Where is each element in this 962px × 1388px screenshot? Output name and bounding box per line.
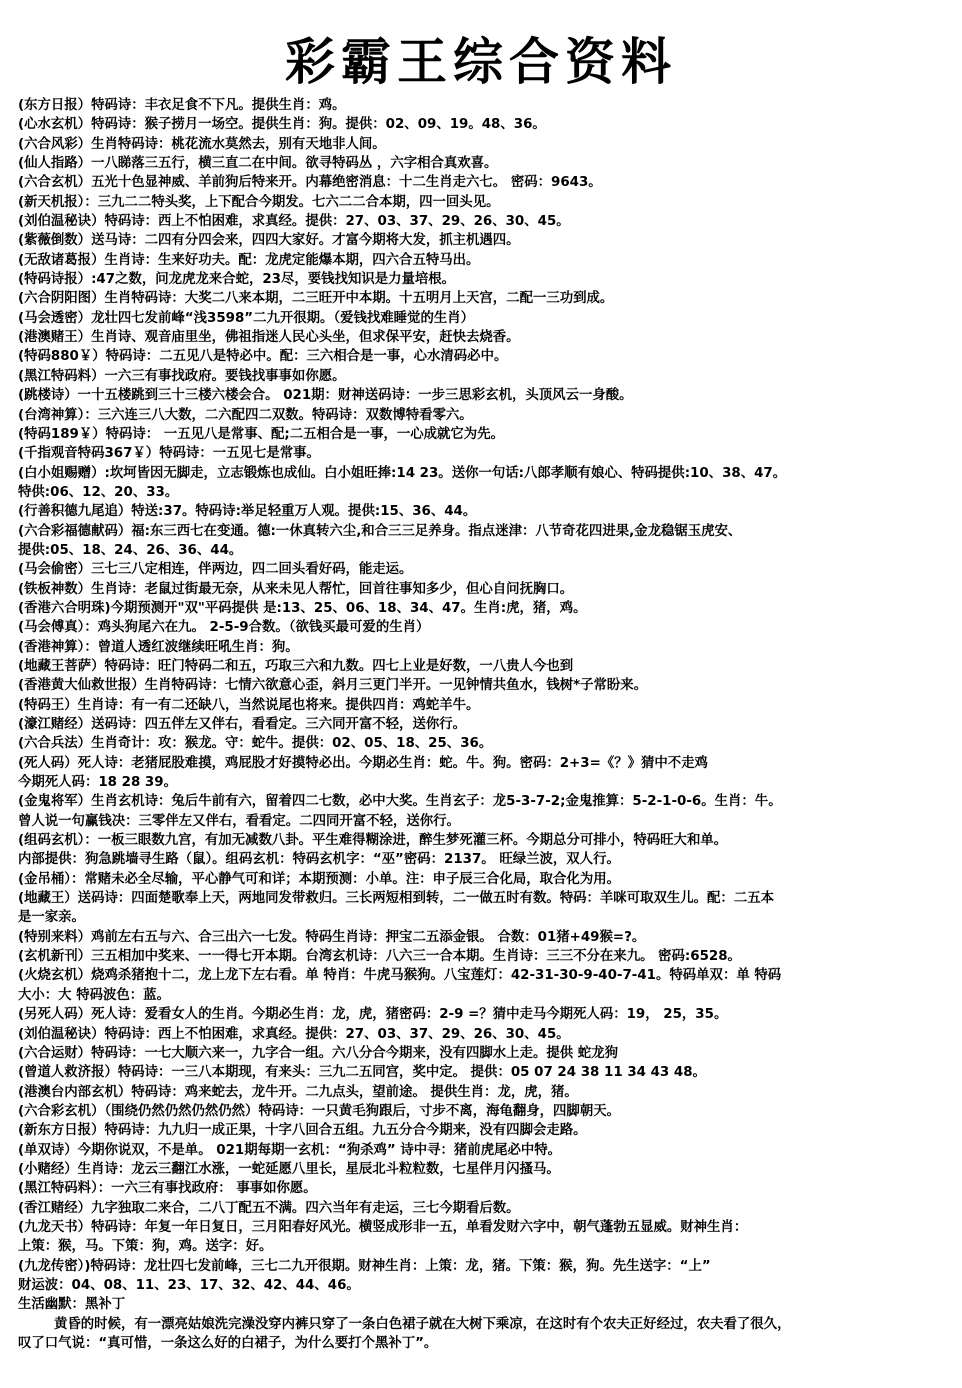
text-line: (新东方日报）特码诗：九九归一成正果，十字八回合五组。九五分合今期来，没有四脚会走路。 bbox=[18, 1123, 587, 1139]
text-line: (马会傅真）：鸡头狗尾六在九。 2-5-9合数。（欲钱买最可爱的生肖） bbox=[18, 620, 430, 636]
text-line: 曾人说一句赢钱决：三零伴左又伴右，看看定。二四同开富不轻，送你行。 bbox=[18, 813, 460, 829]
text-line: (六合运财）特码诗：一七大顺六来一，九字合一组。六八分合今期来，没有四脚水上走。提供 蛇龙狗 bbox=[18, 1045, 618, 1061]
text-line: (铁板神数）生肖诗：老鼠过街最无奈，从来未见人帮忙，回首往事知多少，但心自问抚胸口。 bbox=[18, 581, 574, 597]
text-line: (新天机报）：三九二二特头奖，上下配合今期发。七六二二合本期，四一回头见。 bbox=[18, 194, 500, 210]
text-line: (刘伯温秘诀）特码诗：西上不怕困难，求真经。提供：27、03、37、29、26、30、45。 bbox=[18, 214, 570, 230]
text-line: (地藏王）送码诗：四面楚歌奉上天，两地同发带救归。三长两短相到转，二一做五时有数。特码：羊咪可取双生儿。配：二五本 bbox=[18, 891, 774, 907]
text-line: (组码玄机）：一板三眼数九宫，有加无减数八卦。平生难得糊涂进，醉生梦死灌三杯。今期总分可排小，特码旺大和单。 bbox=[18, 833, 728, 849]
text-line: (黑江特码料）：一六三有事找政府： 事事如你愿。 bbox=[18, 1181, 317, 1197]
text-line: (港澳赌王）生肖诗、观音庙里坐，佛祖指迷人民心头坐，但求保平安，赶快去烧香。 bbox=[18, 330, 520, 346]
text-line: (六合彩玄机）（围绕仍然仍然仍然仍然）特码诗：一只黄毛狗跟后，寸步不离，海龟翻身，四脚朝天。 bbox=[18, 1103, 620, 1119]
text-line: (六合风彩）生肖特码诗：桃花流水莫然去，别有天地非人间。 bbox=[18, 136, 386, 152]
text-line: 内部提供：狗急跳墙寻生路（鼠）。组码玄机：特码玄机字：“巫”密码：2137。 旺绿兰波，双人行。 bbox=[18, 852, 620, 868]
text-line: (心水玄机）特码诗：猴子捞月一场空。提供生肖：狗。提供：02、09、19。48、36。 bbox=[18, 117, 546, 133]
text-line: (金吊桶）：常赌未必全尽输，平心静气可和详；本期预测：小单。注：申子辰三合化局，取合化为用。 bbox=[18, 871, 620, 887]
text-line: (单双诗）今期你说双，不是单。 021期每期一玄机：“狗杀鸡” 诗中寻：猪前虎尾必中特。 bbox=[18, 1142, 562, 1158]
text-line: (地藏王菩萨）特码诗：旺门特码二和五，巧取三六和九数。四七上业是好数，一八贵人今也到 bbox=[18, 658, 574, 674]
content-lines bbox=[18, 96, 948, 1353]
text-line: (香港神算）：曾道人透红波继续旺吼生肖：狗。 bbox=[18, 639, 299, 655]
text-line: (濠江赌经）送码诗：四五伴左又伴右，看看定。三六同开富不轻，送你行。 bbox=[18, 717, 467, 732]
text-line: 大小：大 特码波色：蓝。 bbox=[18, 987, 170, 1003]
text-line: (香港六合明珠)今期预测开"双"平码提供 是:13、25、06、18、34、47。生肖:虎，猪，鸡。 bbox=[18, 600, 587, 616]
text-line: (九龙传密）)特码诗：龙壮四七发前峰，三七二九开很期。财神生肖：上策：龙，猪。下策：猴，狗。先生送字：“上” bbox=[18, 1258, 711, 1274]
text-line: (港澳台内部玄机）特码诗：鸡来蛇去，龙牛开。二九点头，望前途。 提供生肖：龙，虎，猪。 bbox=[18, 1084, 578, 1100]
story-line-1: 黄昏的时候，有一漂亮姑娘洗完澡没穿内裤只穿了一条白色裙子就在大树下乘凉，在这时有个农夫正好经过，农夫看了很久， bbox=[54, 1316, 791, 1332]
text-line: (台湾神算）：三六连三八大数，二六配四二双数。特码诗：双数博特看零六。 bbox=[18, 407, 473, 423]
text-line: (跳楼诗）一十五楼跳到三十三楼六楼会合。 021期：财神送码诗：一步三思彩玄机，头顶风云一身酸。 bbox=[18, 388, 633, 404]
text-line: (六合彩福德献码）福:东三西七在变通。德:一休真转六尘,和合三三足养身。指点迷津：八节奇花四进果,金龙稳锯玉虎安、 bbox=[18, 523, 742, 539]
text-line: (香港黄大仙救世报）生肖特码诗：七情六欲意心歪，斜月三更门半开。一见钟情共鱼水，钱树*子常盼来。 bbox=[18, 678, 648, 694]
text-line: (玄机新刊）三五相加中奖来、一一得七开本期。台湾玄机诗：八六三一合本期。生肖诗：三三不分在来九。 密码:6528。 bbox=[18, 949, 741, 965]
text-line: (火烧玄机）烧鸡杀猪抱十二，龙上龙下左右看。单 特肖：牛虎马猴狗。八宝莲灯：42-31-30-9-40-7-41。特码单双：单 特码 bbox=[18, 968, 782, 984]
text-line: (死人码）死人诗：老猪屁股难摸，鸡屁股才好摸特必出。今期必生肖：蛇。牛。狗。密码：2+3=《？》猜中不走鸡 bbox=[18, 755, 708, 771]
text-line: 提供:05、18、24、26、36、44。 bbox=[18, 542, 243, 558]
text-line: 上策：猴，马。下策：狗，鸡。送字：好。 bbox=[18, 1239, 273, 1255]
text-line: (金鬼将军）生肖玄机诗：兔后牛前有六，留着四二七数，必中大奖。生肖玄子：龙5-3-7-2;金鬼推算：5-2-1-0-6。生肖：牛。 bbox=[18, 794, 782, 810]
text-line: (特码880￥）特码诗：二五见八是特必中。配：三六相合是一事，心水清码必中。 bbox=[18, 349, 508, 365]
text-line: (马会透密）龙壮四七发前峰“浅3598”二九开很期。（爱钱找难睡觉的生肖） bbox=[18, 310, 475, 326]
text-line: (刘伯温秘诀）特码诗：西上不怕困难，求真经。提供：27、03、37、29、26、30、45。 bbox=[18, 1026, 570, 1042]
text-line: (九龙天书）特码诗：年复一年日复日，三月阳春好风光。横竖成形非一五，单看发财六字中，朝气蓬勃五显威。财神生肖： bbox=[18, 1219, 748, 1235]
text-line: (千指观音特码367￥）特码诗：一五见七是常事。 bbox=[18, 446, 320, 462]
text-line: (另死人码）死人诗：爱看女人的生肖。今期必生肖：龙，虎，猪密码：2-9 =？猜中走马今期死人码：19， 25，35。 bbox=[18, 1007, 728, 1023]
text-line: 今期死人码：18 28 39。 bbox=[18, 775, 177, 791]
text-line: (特码王）生肖诗：有一有二还缺八，当然说尾也将来。提供四肖：鸡蛇羊牛。 bbox=[18, 697, 480, 713]
text-line: 生活幽默：黑补丁 bbox=[18, 1297, 126, 1313]
text-line: (小赌经）生肖诗：龙云三翻江水涨，一蛇延愿八里长，星辰北斗粒粒数，七星伴月闪搔马。 bbox=[18, 1161, 560, 1177]
text-line: (特别来料）鸡前左右五与六、合三出六一七发。特码生肖诗：押宝二五添金银。 合数：01猪+49猴=?。 bbox=[18, 929, 646, 945]
text-line: (香江赌经）九字独取二来合，二八丁配五不满。四六当年有走运，三七今期看后数。 bbox=[18, 1200, 520, 1216]
text-line: 特供:06、12、20、33。 bbox=[18, 484, 179, 500]
page-title: 彩霸王综合资料 bbox=[285, 32, 677, 91]
text-line: (行善积德九尾追）特送:37。特码诗:举足轻重万人观。提供:15、36、44。 bbox=[18, 504, 477, 520]
text-line: (东方日报）特码诗：丰衣足食不下凡。提供生肖：鸡。 bbox=[18, 98, 346, 113]
text-line: (仙人指路）一八睇落三五行，横三直二在中间。欲寻特码丛 ，六字相合真欢喜。 bbox=[18, 156, 498, 172]
text-line: (六合兵法）生肖奇计：攻：猴龙。守：蛇牛。提供：02、05、18、25、36。 bbox=[18, 736, 493, 752]
story-line-2: 叹了口气说：“真可惜，一条这么好的白裙子，为什么要打个黑补丁”。 bbox=[18, 1336, 438, 1351]
text-line: (曾道人救济报）特码诗：一三八本期现，有来头：三九二五同宫，奖中定。 提供：05 07 24 38 11 34 43 48。 bbox=[18, 1065, 706, 1081]
text-line: (黑江特码料）一六三有事找政府。要钱找事事如你愿。 bbox=[18, 368, 346, 384]
text-line: (特码诗报）:47之数，问龙虎龙来合蛇，23尽，要钱找知识是力量培根。 bbox=[18, 272, 456, 288]
text-line: 财运波：04、08、11、23、17、32、42、44、46。 bbox=[18, 1277, 360, 1293]
text-line: (无敌诸葛报）生肖诗：生来好功夫。配：龙虎定能爆本期，四六合五特马出。 bbox=[18, 252, 480, 268]
text-line: 是一家亲。 bbox=[18, 910, 85, 926]
text-line: (紫薇倒数）送马诗：二四有分四会来，四四大家好。才富今期将大发，抓主机遇四。 bbox=[18, 233, 520, 249]
text-line: (白小姐赐赠）:坎坷皆因无脚走，立志锻炼也成仙。白小姐旺捧:14 23。送你一句话:八郎孝顺有娘心、特码提供:10、38、47。 bbox=[18, 465, 787, 481]
text-line: (六合玄机）五光十色显神威、羊前狗后特来开。内幕绝密消息：十二生肖走六七。 密码：9643。 bbox=[18, 175, 602, 191]
text-line: (马会偷密）三七三八定相连，伴两边，四二回头看好码，能走运。 bbox=[18, 562, 413, 578]
text-line: (六合阴阳图）生肖特码诗：大奖二八来本期，二三旺开中本期。十五明月上天宫，二配一三功到成。 bbox=[18, 291, 614, 307]
text-line: (特码189￥）特码诗： 一五见八是常事、配;二五相合是一事，一心成就它为先。 bbox=[18, 426, 504, 442]
